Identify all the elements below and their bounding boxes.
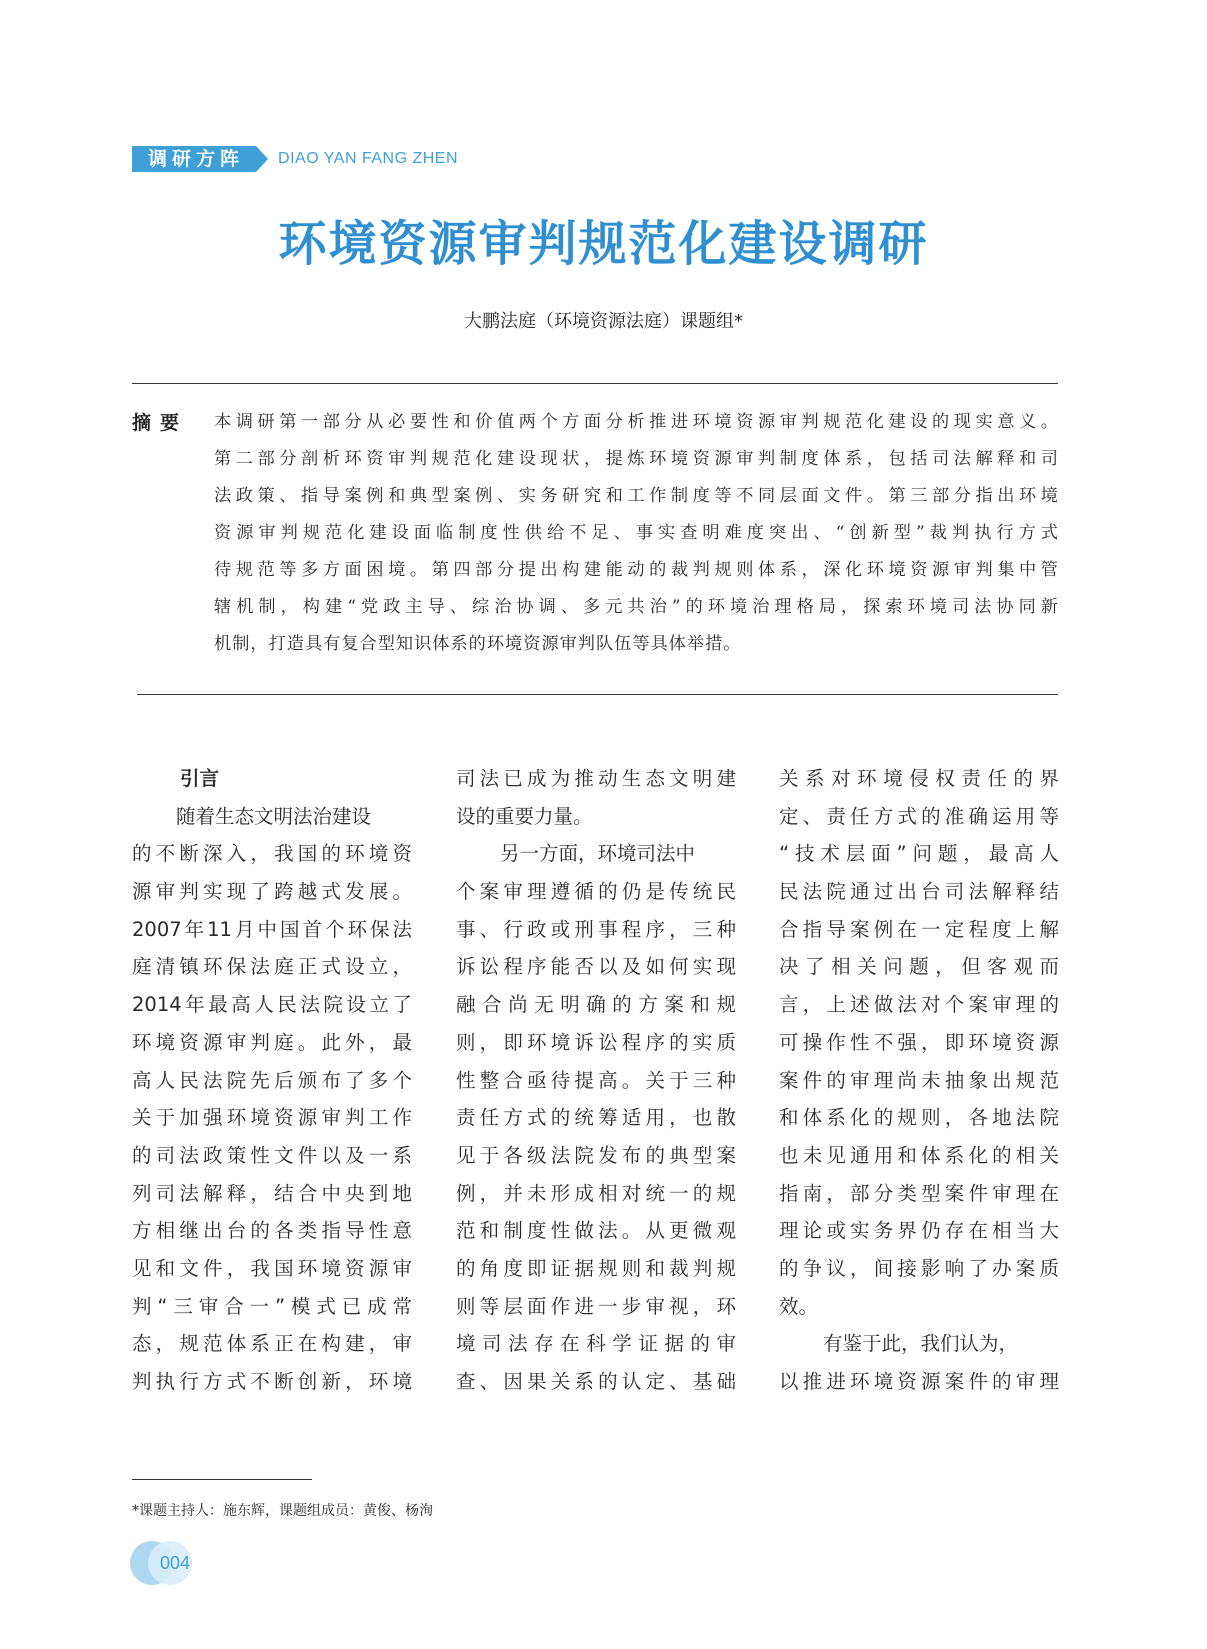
body-line: 高人民法院先后颁布了多个	[132, 1068, 412, 1092]
body-line: 则等层面作进一步审视，环	[456, 1294, 736, 1318]
body-line: 的司法政策性文件以及一系	[132, 1143, 412, 1167]
abstract-bottom-rule	[137, 694, 1058, 695]
body-line: 诉讼程序能否以及如何实现	[456, 955, 736, 979]
body-line: 责任方式的统筹适用，也散	[456, 1106, 736, 1130]
section-arrow-icon	[256, 146, 268, 172]
body-column-3	[779, 765, 1059, 1406]
body-line: 合指导案例在一定程度上解	[779, 917, 1059, 941]
abstract-line: 本调研第一部分从必要性和价值两个方面分析推进环境资源审判规范化建设的现实意义。	[214, 412, 1058, 432]
body-line: 和体系化的规则，各地法院	[779, 1106, 1059, 1130]
abstract-top-rule	[132, 383, 1058, 384]
body-line: 可操作性不强，即环境资源	[779, 1030, 1059, 1054]
body-line: 个案审理遵循的仍是传统民	[456, 880, 736, 904]
body-line: 2014年最高人民法院设立了	[132, 993, 412, 1017]
section-tag	[132, 146, 458, 172]
body-line: 随着生态文明法治建设	[176, 804, 372, 828]
section-english: DIAO YAN FANG ZHEN	[278, 150, 459, 167]
footnote: *课题主持人：施东辉，课题组成员：黄俊、杨洵	[132, 1503, 433, 1519]
section-label: 调研方阵	[132, 146, 256, 172]
body-line: 判“三审合一”模式已成常	[132, 1294, 412, 1318]
abstract-line: 法政策、指导案例和典型案例、实务研究和工作制度等不同层面文件。第三部分指出环境	[214, 486, 1058, 506]
body-line: 见于各级法院发布的典型案	[456, 1143, 736, 1167]
body-line: “技术层面”问题，最高人	[779, 842, 1059, 866]
abstract-line: 第二部分剖析环资审判规范化建设现状，提炼环境资源审判制度体系，包括司法解释和司	[214, 449, 1058, 469]
body-line: 有鉴于此，我们认为，	[823, 1332, 1019, 1356]
body-column-2	[456, 765, 736, 1406]
body-line: 则，即环境诉讼程序的实质	[456, 1030, 736, 1054]
footnote-rule	[132, 1479, 312, 1480]
body-line: 判执行方式不断创新，环境	[132, 1370, 412, 1393]
body-line: 司法已成为推动生态文明建	[456, 767, 736, 790]
abstract-line: 待规范等多方面困境。第四部分提出构建能动的裁判规则体系，深化环境资源审判集中管	[214, 560, 1058, 580]
body-line: 也未见通用和体系化的相关	[779, 1143, 1059, 1167]
body-line: 民法院通过出台司法解释结	[779, 880, 1059, 904]
body-line: 指南，部分类型案件审理在	[779, 1181, 1059, 1205]
body-line: 设的重要力量。	[456, 804, 593, 828]
body-line: 态，规范体系正在构建，审	[132, 1332, 412, 1356]
body-line: 的角度即证据规则和裁判规	[456, 1256, 736, 1280]
body-line: 境司法存在科学证据的审	[456, 1332, 736, 1356]
body-line: 事、行政或刑事程序，三种	[456, 917, 736, 941]
body-line: 关于加强环境资源审判工作	[132, 1106, 412, 1130]
body-line: 范和制度性做法。从更微观	[456, 1219, 736, 1243]
body-line: 融合尚无明确的方案和规	[456, 993, 736, 1017]
body-line: 案件的审理尚未抽象出规范	[779, 1068, 1059, 1092]
body-line: 源审判实现了跨越式发展。	[132, 880, 412, 904]
page-number: 004	[160, 1553, 191, 1573]
page-number-badge	[130, 1541, 200, 1585]
body-line: 定、责任方式的准确运用等	[779, 804, 1059, 828]
abstract-line: 机制，打造具有复合型知识体系的环境资源审判队伍等具体举措。	[214, 634, 742, 654]
body-line: 的不断深入，我国的环境资	[132, 842, 412, 866]
body-line: 的争议，间接影响了办案质	[779, 1256, 1059, 1280]
body-line: 例，并未形成相对统一的规	[456, 1181, 736, 1205]
body-line: 查、因果关系的认定、基础	[456, 1370, 736, 1393]
body-line: 环境资源审判庭。此外，最	[132, 1030, 412, 1054]
body-line: 见和文件，我国环境资源审	[132, 1256, 412, 1280]
section-heading: 引言	[180, 767, 220, 790]
body-line: 庭清镇环保法庭正式设立，	[132, 955, 412, 979]
abstract-text	[214, 408, 1058, 667]
article-title: 环境资源审判规范化建设调研	[278, 216, 929, 272]
body-line: 决了相关问题，但客观而	[779, 955, 1059, 979]
body-line: 另一方面，环境司法中	[500, 842, 696, 866]
body-line: 以推进环境资源案件的审理	[779, 1370, 1059, 1393]
body-line: 方相继出台的各类指导性意	[132, 1219, 412, 1243]
body-line: 性整合亟待提高。关于三种	[456, 1068, 736, 1092]
body-line: 言，上述做法对个案审理的	[779, 993, 1059, 1017]
article-author: 大鹏法庭（环境资源法庭）课题组*	[464, 311, 743, 332]
abstract-label: 摘要	[132, 412, 189, 434]
body-line: 效。	[779, 1294, 819, 1318]
body-column-1	[132, 765, 412, 1406]
abstract-line: 资源审判规范化建设面临制度性供给不足、事实查明难度突出、“创新型”裁判执行方式	[214, 523, 1058, 543]
body-line: 理论或实务界仍存在相当大	[779, 1219, 1059, 1243]
body-line: 2007年11月中国首个环保法	[132, 917, 412, 941]
body-line: 列司法解释，结合中央到地	[132, 1181, 412, 1205]
abstract-line: 辖机制，构建“党政主导、综治协调、多元共治”的环境治理格局，探索环境司法协同新	[214, 597, 1058, 617]
body-line: 关系对环境侵权责任的界	[779, 767, 1059, 790]
